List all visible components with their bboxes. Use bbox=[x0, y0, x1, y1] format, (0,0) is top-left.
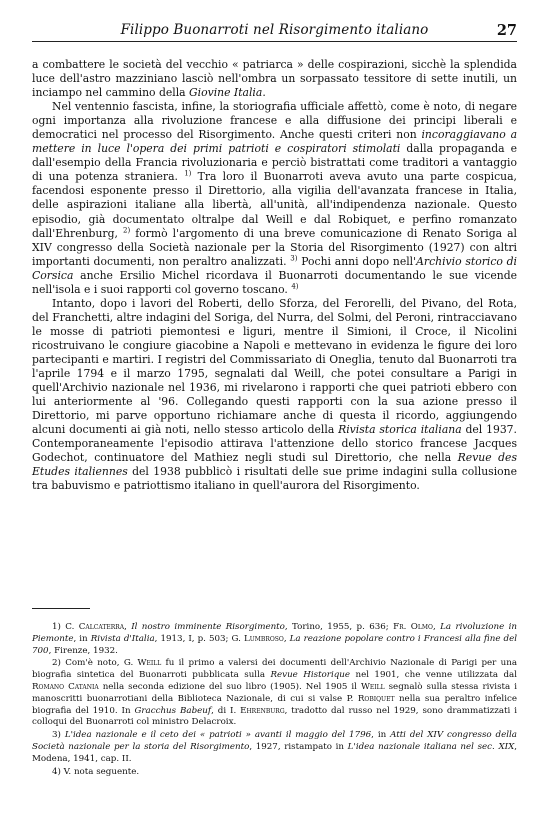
italic-text: Gracchus Babeuf bbox=[134, 705, 212, 716]
italic-text: Revue Historique bbox=[270, 670, 351, 681]
footnotes bbox=[32, 622, 517, 779]
italic-text: La rivoluzione in Piemonte bbox=[32, 622, 517, 644]
text-run: , di I. bbox=[211, 705, 241, 716]
footnote-rule bbox=[32, 608, 90, 609]
italic-text: incoraggiavano a mettere in luce l'opera dei primi patrioti e cospiratori stimolati bbox=[32, 128, 517, 156]
text-run: nella sua peraltro infelice biografia del 1910. In bbox=[32, 693, 518, 716]
body-text bbox=[32, 58, 517, 493]
text-run: , 1913, I, p. 503; G. bbox=[154, 633, 244, 644]
author-name: Robiquet bbox=[357, 693, 395, 704]
italic-text: Revue des Etudes italiennes bbox=[32, 451, 517, 479]
footnote-ref: 2) bbox=[122, 225, 131, 234]
header-rule bbox=[32, 41, 517, 42]
text-run: , Torino, 1955, p. 636; bbox=[284, 622, 394, 632]
page-header bbox=[32, 22, 517, 38]
text-run: , in bbox=[73, 633, 91, 644]
text-run: fu il primo a valersi dei documenti dell'Archivio Nazionale di Parigi per una biografia sintetica del Buonarroti pubblicata sulla bbox=[32, 658, 517, 681]
footnote-ref: 1) bbox=[184, 169, 192, 178]
text-run: Intanto, dopo i lavori del Roberti, dello Sforza, del Ferorelli, del Pivano, del Rota, del Franchetti, altre indagini del Soriga, del Nurra, del Solmi, del Peroni, rintracciavano le mosse di patrioti piemontesi e liguri, mentre il Simioni, il Croce, il Nicolini ricostruivano le congiure giacobine a Napoli e mettevano in evidenza le figure dei loro partecipanti e martiri. I registri del Commissariato di Oneglia, tenuto dal Buonarroti tra l'aprile 1794 e il marzo 1795, segnalati dal Weill, che potei consultare a Parigi in quell'Archivio nazionale nel 1936, mi rivelarono i rapporti che quei patrioti ebbero con lui anteriormente al '96. Collegando questi rapporti con la sua azione presso il Direttorio, mi parve opportuno richiamare anche di questa il ricordo, aggiungendo alcuni documenti ai già noti, nello stesso articolo della bbox=[32, 296, 517, 437]
footnote bbox=[32, 658, 517, 729]
text-run: , Firenze, 1932. bbox=[48, 645, 118, 656]
text-run: , bbox=[124, 622, 132, 632]
text-run: del 1937. Contemporaneamente l'episodio attirava l'attenzione dello storico francese Jacques Godechot, continuatore del Mathiez negli studi sul Direttorio, che nella bbox=[32, 423, 517, 465]
italic-text: Atti del XIV congresso della Società nazionale per la storia del Risorgimento bbox=[32, 730, 517, 752]
footnote-ref: 4) bbox=[291, 282, 299, 291]
text-run: a combattere le società del vecchio « patriarca » delle cospirazioni, sicchè la splendida luce dell'astro mazziniano lasciò nell'ombra un sorpassato tessitore di sette inutili, un inciampo nel cammino della bbox=[32, 58, 517, 100]
author-name: Lumbroso bbox=[243, 633, 284, 644]
text-run: , tradotto dal russo nel 1929, sono drammatizzati i colloqui del Buonarroti col ministro Delacroix. bbox=[32, 705, 517, 728]
running-title: Filippo Buonarroti nel Risorgimento italiano bbox=[120, 22, 429, 38]
text-run: anche Ersilio Michel ricordava il Buonarroti documentando le sue vicende nell'isola e i suoi rapporti col governo toscano. bbox=[32, 268, 517, 296]
italic-text: Il nostro imminente Risorgimento bbox=[131, 622, 285, 632]
paragraph bbox=[32, 100, 517, 297]
footnote bbox=[32, 767, 517, 779]
author-name: Weill bbox=[360, 681, 385, 692]
paragraph bbox=[32, 297, 517, 494]
text-run: , in bbox=[371, 730, 391, 741]
italic-text: Giovine Italia bbox=[189, 86, 263, 100]
text-run: formò l'argomento di una breve comunicazione di Renato Soriga al XIV congresso della Società nazionale per la Storia del Risorgimento (1927) con altri importanti documenti, non peraltro analizzati. bbox=[32, 226, 517, 268]
text-run: , bbox=[283, 633, 290, 644]
text-run: 2) Com'è noto, G. bbox=[52, 658, 138, 669]
italic-text: Archivio storico di Corsica bbox=[32, 254, 517, 282]
text-run: , 1927, ristampato in bbox=[249, 741, 348, 752]
text-run: , bbox=[432, 622, 441, 632]
text-run: del 1938 pubblicò i risultati delle sue prime indagini sulla collusione tra babuvismo e patriottismo italiano in quell'aurora del Risorgimento. bbox=[32, 465, 517, 493]
italic-text: Rivista d'Italia bbox=[90, 633, 155, 644]
text-run: Pochi anni dopo nell' bbox=[297, 254, 417, 268]
text-run: Tra loro il Buonarroti aveva avuto una parte cospicua, facendosi esponente presso il Direttorio, alla vigilia dell'avanzata francese in Italia, delle aspirazioni italiane alla libertà, all'unità, all'indipendenza nazionale. Questo episodio, già documentato oltralpe dal Weill e dal Robiquet, e perfino romanzato dall'Ehrenburg, bbox=[32, 170, 517, 240]
page-number: 27 bbox=[496, 22, 517, 39]
author-name: Ehrenburg bbox=[240, 705, 285, 716]
footnote bbox=[32, 730, 517, 765]
author-name: Weill bbox=[137, 658, 162, 669]
paragraph bbox=[32, 58, 517, 100]
author-name: Calcaterra bbox=[78, 622, 125, 632]
text-run: . bbox=[262, 86, 266, 100]
text-run: nella seconda edizione del suo libro (1905). Nel 1905 il bbox=[98, 681, 361, 692]
footnote-ref: 3) bbox=[290, 254, 298, 263]
author-name: Romano Catania bbox=[32, 681, 99, 692]
italic-text: L'idea nazionale italiana nel sec. XIX bbox=[347, 741, 515, 752]
italic-text: La reazione popolare contro i Francesi alla fine del 700 bbox=[32, 633, 517, 656]
text-run: , Modena, 1941, cap. II. bbox=[32, 741, 518, 764]
italic-text: L'idea nazionale e il ceto dei « patrioti » avanti il maggio del 1796 bbox=[64, 730, 372, 741]
text-run: 1) C. bbox=[52, 622, 79, 632]
text-run: 4) V. nota seguente. bbox=[52, 766, 140, 777]
footnote bbox=[32, 622, 517, 657]
text-run: nel 1901, che venne utilizzata dal bbox=[350, 670, 517, 681]
text-run: dalla propaganda e dall'esempio della Francia rivoluzionaria e perciò bistrattati come traditori a vantaggio di una potenza straniera. bbox=[32, 142, 517, 184]
text-run: 3) bbox=[52, 730, 65, 741]
italic-text: Rivista storica italiana bbox=[338, 423, 462, 437]
text-run: Nel ventennio fascista, infine, la storiografia ufficiale affettò, come è noto, di negare ogni importanza alla rivoluzione francese e alla diffusione dei principi liberali e democratici nel processo del Risorgimento. Anche questi criteri non bbox=[32, 100, 517, 142]
text-run: segnalò sulla stessa rivista i manoscritti buonarrotiani della Biblioteca Nazionale, di cui si valse P. bbox=[32, 681, 517, 704]
author-name: Fr. Olmo bbox=[393, 622, 433, 632]
